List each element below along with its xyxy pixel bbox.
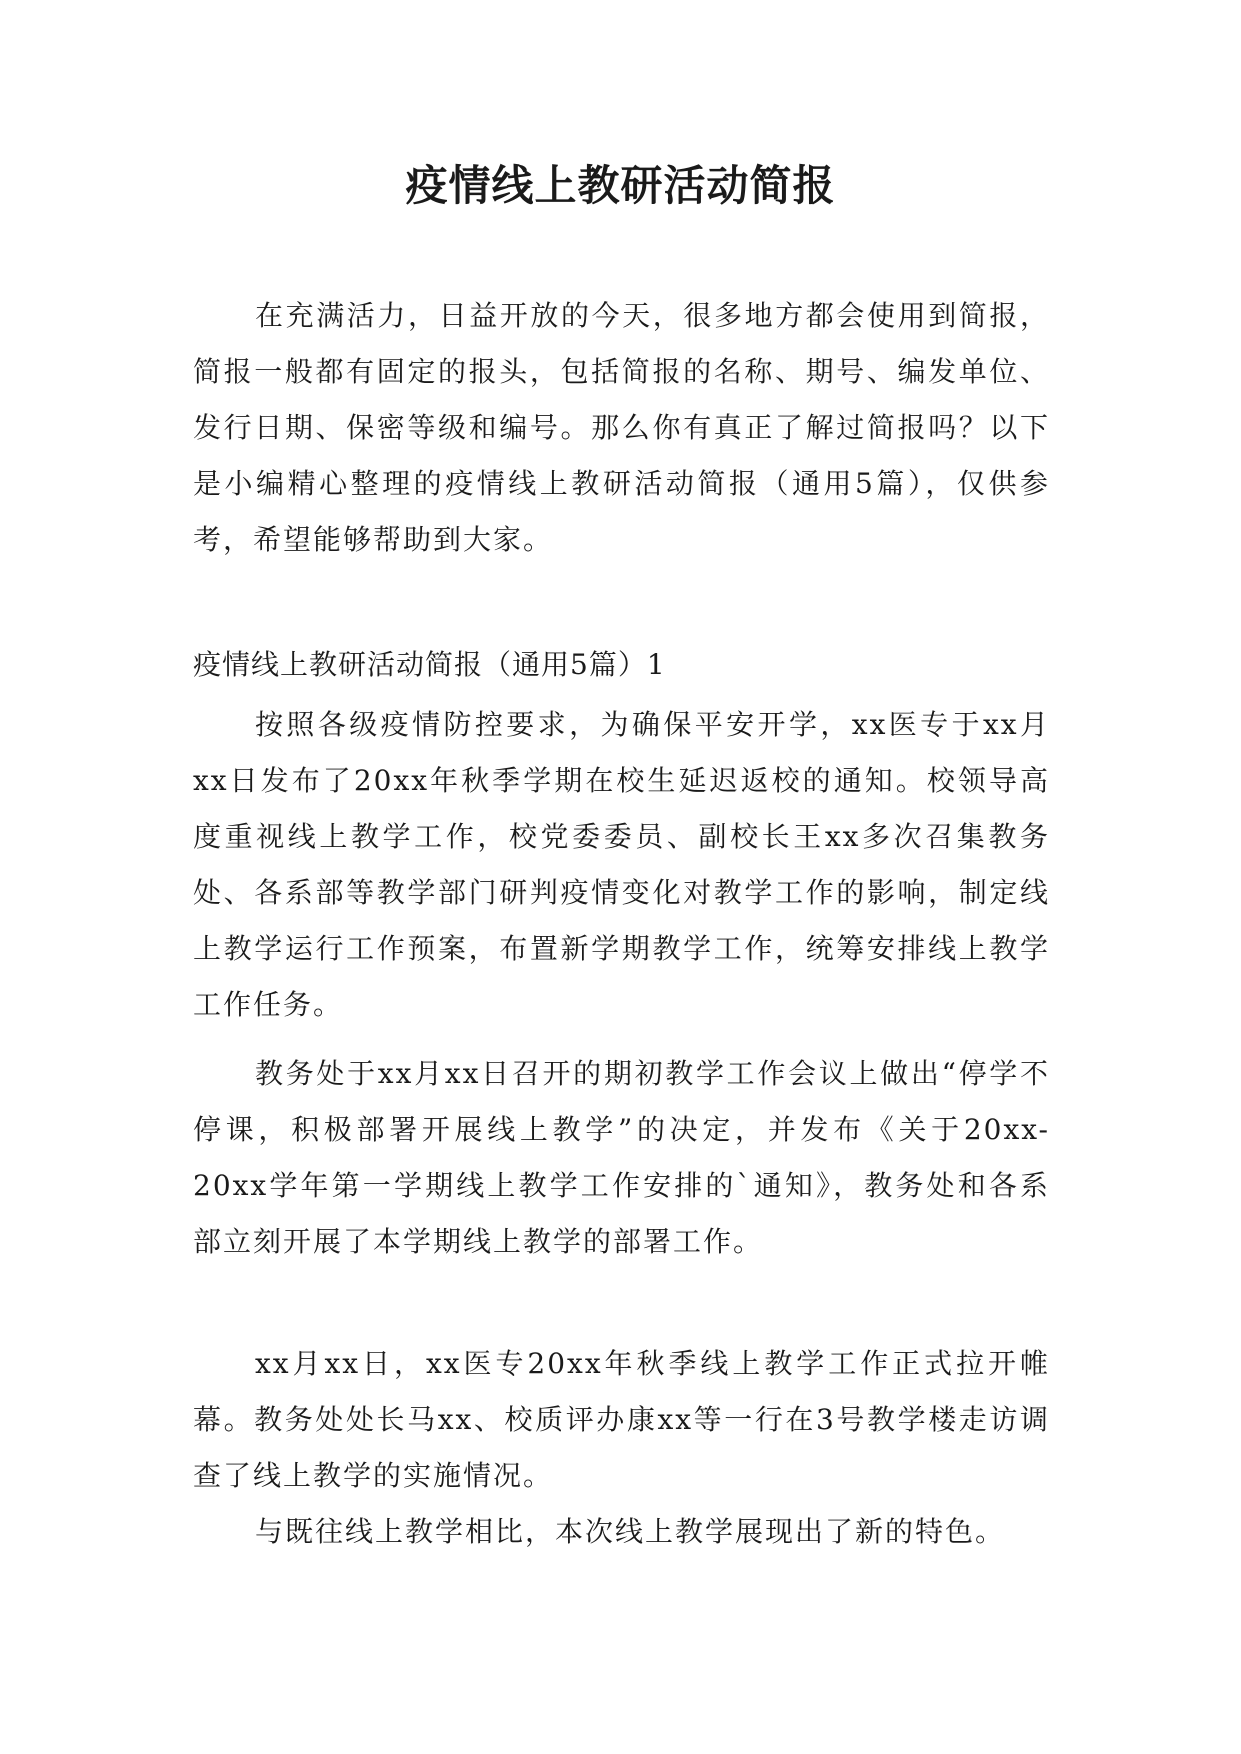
body-paragraph: 教务处于xx月xx日召开的期初教学工作会议上做出“停学不停课，积极部署开展线上教学”的决定，并发布《关于20xx-20xx学年第一学期线上教学工作安排的`通知》，教务处和各系部立刻开展了本学期线上教学的部署工作。	[193, 1057, 1050, 1258]
section-heading: 疫情线上教研活动简报（通用5篇）1	[193, 648, 666, 681]
body-paragraph: xx月xx日，xx医专20xx年秋季线上教学工作正式拉开帷幕。教务处处长马xx、校质评办康xx等一行在3号教学楼走访调查了线上教学的实施情况。	[193, 1347, 1050, 1492]
document-title: 疫情线上教研活动简报	[405, 161, 836, 210]
body-paragraph: 按照各级疫情防控要求，为确保平安开学，xx医专于xx月xx日发布了20xx年秋季学期在校生延迟返校的通知。校领导高度重视线上教学工作，校党委委员、副校长王xx多次召集教务处、各系部等教学部门研判疫情变化对教学工作的影响，制定线上教学运行工作预案，布置新学期教学工作，统筹安排线上教学工作任务。	[193, 708, 1050, 1021]
body-paragraph: 与既往线上教学相比，本次线上教学展现出了新的特色。	[255, 1515, 1006, 1548]
intro-paragraph: 在充满活力，日益开放的今天，很多地方都会使用到简报，简报一般都有固定的报头，包括简报的名称、期号、编发单位、发行日期、保密等级和编号。那么你有真正了解过简报吗？以下是小编精心整理的疫情线上教研活动简报（通用5篇），仅供参考，希望能够帮助到大家。	[193, 299, 1050, 556]
